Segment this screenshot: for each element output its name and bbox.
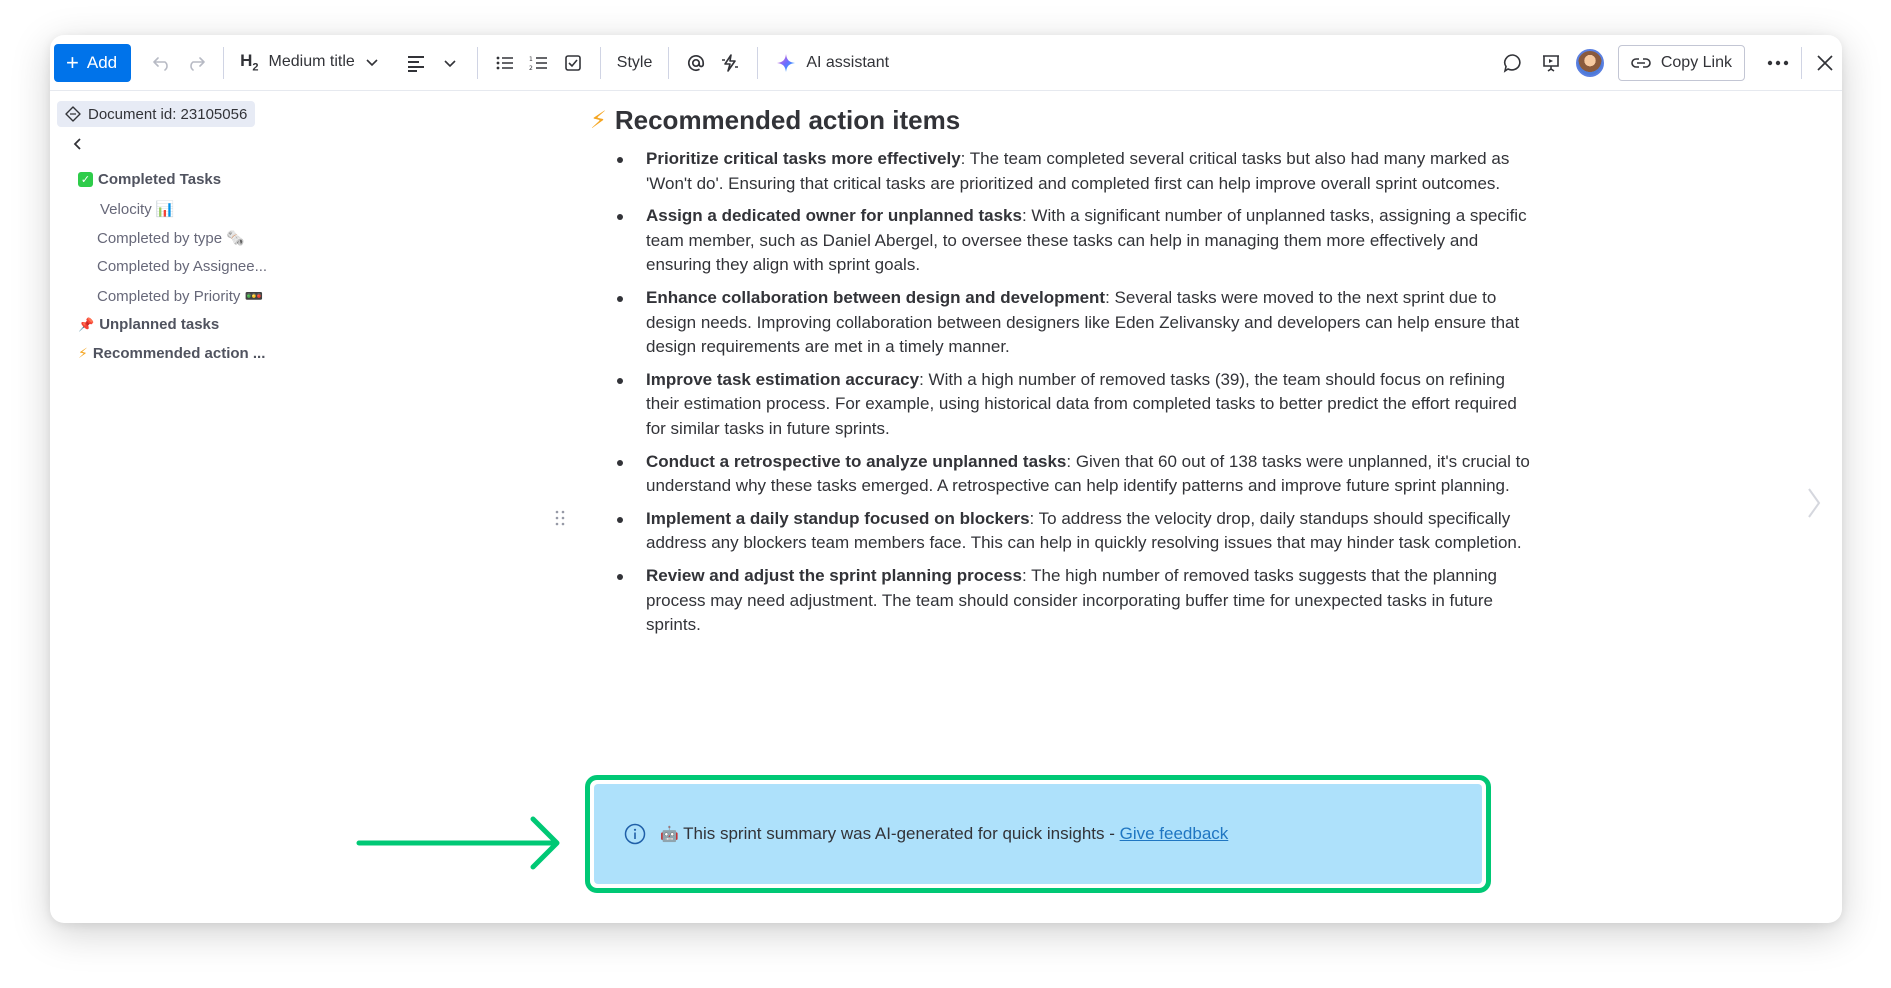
avatar[interactable] — [1576, 49, 1604, 77]
at-sign-icon — [686, 53, 706, 73]
highlight-outline — [585, 775, 1491, 893]
link-icon — [1631, 57, 1651, 69]
chevron-left-icon — [72, 137, 82, 151]
toolbar-divider — [600, 47, 601, 79]
list-item-text: : Several tasks were moved to the next sprint due to design needs. Improving collaboration between designers like Eden Zelivansky and developers can help ensure that design requirements are met in a timely manner. — [646, 287, 1520, 357]
toc-item-completed-by-priority[interactable] — [97, 287, 263, 305]
align-button[interactable] — [399, 46, 433, 80]
style-label: Style — [616, 53, 653, 71]
toolbar-divider — [757, 47, 758, 79]
magic-button[interactable] — [713, 46, 747, 80]
style-button[interactable] — [611, 54, 659, 72]
next-page-button[interactable] — [1806, 487, 1822, 524]
toc-item-velocity[interactable] — [100, 200, 175, 218]
toc-item-label: Unplanned tasks — [99, 316, 220, 333]
bullet-list-button[interactable] — [488, 46, 522, 80]
list-item[interactable] — [590, 204, 1538, 278]
toc-item-label: Velocity 📊 — [100, 201, 175, 218]
list-item-title: Conduct a retrospective to analyze unplanned tasks — [646, 451, 1067, 471]
lightning-wand-icon — [720, 53, 740, 73]
toolbar-divider — [1801, 47, 1802, 79]
list-item[interactable] — [590, 507, 1538, 556]
banner-message — [660, 824, 1228, 844]
comments-button[interactable] — [1496, 46, 1530, 80]
collapse-sidebar-button[interactable] — [72, 135, 82, 156]
svg-text:1: 1 — [528, 55, 533, 63]
toc-item-completed-tasks[interactable] — [78, 171, 221, 188]
copy-link-button[interactable] — [1618, 45, 1745, 81]
more-options-button[interactable] — [1761, 46, 1795, 80]
action-items-list — [590, 147, 1550, 646]
checklist-button[interactable] — [556, 46, 590, 80]
toolbar-divider — [477, 47, 478, 79]
list-item-title: Assign a dedicated owner for unplanned tasks — [646, 206, 1022, 226]
toc-item-completed-by-type[interactable] — [97, 229, 245, 247]
list-item-text: : To address the velocity drop, daily standups should specifically address any blockers team members face. This can help in quickly resolving issues that may hinder task completion. — [646, 508, 1522, 553]
list-item-title: Review and adjust the sprint planning process — [646, 565, 1022, 585]
toc-item-label: Completed by Assignee... — [97, 258, 268, 275]
undo-icon — [152, 55, 172, 71]
list-item-title: Improve task estimation accuracy — [646, 369, 920, 389]
lightning-icon: ⚡ — [78, 345, 88, 361]
list-item-title: Prioritize critical tasks more effectively — [646, 149, 961, 168]
mention-button[interactable] — [679, 46, 713, 80]
chevron-right-icon — [1806, 487, 1822, 519]
add-button-label: Add — [86, 52, 118, 72]
drag-handle-icon[interactable] — [555, 510, 565, 526]
chevron-down-icon — [365, 57, 379, 67]
undo-button[interactable] — [145, 46, 179, 80]
section-heading-text: Recommended action items — [614, 105, 961, 135]
table-of-contents-sidebar — [50, 91, 310, 923]
document-id-text: Document id: 23105056 — [88, 105, 248, 123]
list-item-text: : The team completed several critical tasks but also had many marked as 'Won't do'. Ensuring that critical tasks are prioritized and completed first can help improve overall sprint outcomes. — [646, 149, 1510, 193]
redo-icon — [186, 55, 206, 71]
ai-assistant-button[interactable] — [768, 53, 897, 73]
toolbar-divider — [668, 47, 669, 79]
document-window — [50, 35, 1842, 923]
info-icon — [624, 823, 646, 845]
list-item[interactable] — [590, 450, 1538, 499]
lightning-icon: ⚡ — [590, 107, 607, 134]
list-item-title: Enhance collaboration between design and development — [646, 287, 1106, 307]
presentation-icon — [1541, 53, 1561, 73]
give-feedback-link[interactable]: Give feedback — [1119, 824, 1229, 843]
bullet-list-icon — [495, 55, 515, 71]
toc-item-unplanned-tasks[interactable] — [78, 316, 219, 333]
align-left-icon — [406, 54, 426, 72]
redo-button[interactable] — [179, 46, 213, 80]
present-button[interactable] — [1534, 46, 1568, 80]
numbered-list-icon — [529, 55, 549, 71]
list-item-text: : With a high number of removed tasks (39), the team should focus on refining their estimation process. For example, using historical data from completed tasks to better predict the effort required for similar tasks in future sprints. — [646, 369, 1517, 438]
list-item-title: Implement a daily standup focused on blockers — [646, 508, 1030, 528]
toc-item-completed-by-assignee[interactable] — [97, 258, 267, 275]
close-icon — [1816, 54, 1834, 72]
plus-icon: + — [66, 49, 79, 75]
add-button[interactable] — [54, 44, 131, 82]
toc-item-label: Completed by Priority 🚥 — [97, 288, 264, 305]
list-item[interactable] — [590, 368, 1538, 442]
ai-assistant-label: AI assistant — [806, 53, 890, 71]
numbered-list-button[interactable] — [522, 46, 556, 80]
list-item-text: : Given that 60 out of 138 tasks were unplanned, it's crucial to understand why these tasks emerged. A retrospective can help identify patterns and improve future sprint planning. — [646, 451, 1530, 496]
list-item-text: : The high number of removed tasks suggests that the planning process may need adjustment. The team should consider incorporating buffer time for unexpected tasks in future sprints. — [646, 565, 1497, 635]
section-heading — [590, 105, 960, 136]
editor-toolbar — [50, 35, 1842, 91]
pushpin-icon: 📌 — [78, 316, 95, 332]
robot-icon: 🤖 — [660, 826, 679, 843]
toolbar-divider — [223, 47, 224, 79]
svg-text:2: 2 — [528, 64, 533, 71]
toc-item-label: Completed by type 🗞️ — [97, 230, 245, 247]
checkmark-icon: ✓ — [78, 172, 93, 187]
document-icon — [65, 106, 81, 122]
toc-item-label: Recommended action ... — [92, 345, 266, 362]
toc-item-label: Completed Tasks — [98, 171, 222, 188]
list-item[interactable] — [590, 286, 1538, 360]
document-id-badge — [57, 101, 255, 127]
annotation-arrow-icon — [355, 813, 565, 873]
more-horizontal-icon — [1767, 60, 1789, 66]
heading-style-dropdown[interactable] — [234, 51, 385, 73]
list-item[interactable] — [590, 564, 1538, 638]
list-item[interactable] — [590, 147, 1538, 196]
sparkle-icon — [776, 53, 796, 73]
toc-item-recommended-actions[interactable] — [78, 345, 265, 362]
ai-generated-banner — [594, 784, 1482, 884]
chat-bubble-icon — [1503, 53, 1523, 73]
list-item-text: : With a significant number of unplanned tasks, assigning a specific team member, such as Daniel Abergel, to oversee these tasks can help in managing them more effectively and ensuring they align with sprint goals. — [646, 206, 1527, 275]
heading-icon: $H_2$ — [240, 51, 259, 74]
banner-text: This sprint summary was AI-generated for quick insights - — [683, 824, 1120, 843]
heading-style-label: Medium title — [268, 53, 355, 71]
checkbox-icon — [564, 54, 582, 72]
copy-link-label: Copy Link — [1660, 53, 1732, 71]
align-dropdown[interactable] — [433, 46, 467, 80]
close-button[interactable] — [1808, 46, 1842, 80]
chevron-down-icon — [443, 58, 457, 68]
